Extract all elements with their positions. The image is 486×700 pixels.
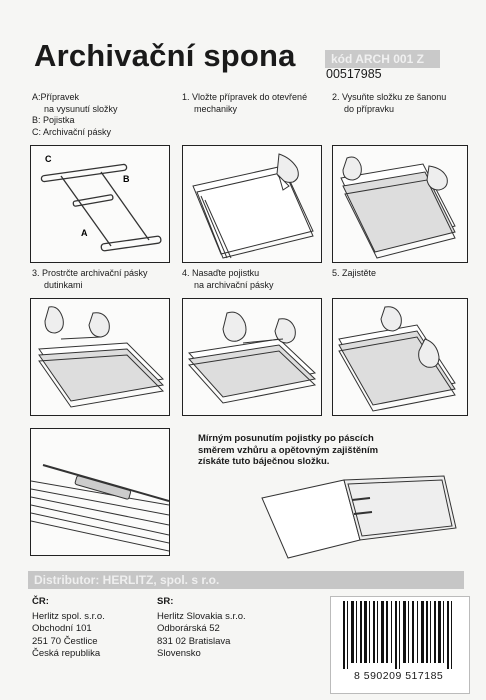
barcode-bars [331,601,467,671]
panel-step-5 [332,298,468,416]
address-cz-line-2: Obchodní 101 [32,623,92,634]
step-3-illustration [31,299,169,415]
step-5-line-1: 5. Zajistěte [332,268,377,278]
legend-c: C: Archivační pásky [32,126,112,137]
address-sk-line-3: 831 02 Bratislava [157,635,231,647]
step-4-line-1: 4. Nasaďte pojistku [182,268,260,278]
label-b: B [123,174,130,184]
result-note [198,433,418,468]
address-slovakia [157,596,246,661]
parts-legend [32,92,118,138]
panel-step-2 [332,145,468,263]
clip-parts-illustration [31,146,169,262]
step-1-caption [182,92,307,115]
note-line-2: směrem vzhůru a opětovným zajištěním [198,444,379,456]
legend-b: B: Pojistka [32,115,75,125]
address-sk-line-1: Herlitz Slovakia s.r.o. [157,610,246,622]
distributor-banner: Distributor: HERLITZ, spol. s r.o. [28,571,464,589]
step-3-line-1: 3. Prostrčte archivační pásky [32,268,148,278]
page-title: Archivační spona [34,38,296,73]
step-2-line-2: do přípravku [344,103,395,114]
address-cz-label: ČR: [32,596,49,607]
address-cz-line-1: Herlitz spol. s.r.o. [32,610,105,622]
step-5-caption [332,268,376,280]
address-czech [32,596,105,661]
address-sk-line-2: Odborárská 52 [157,623,220,634]
step-5-illustration [333,299,467,415]
address-cz-line-4: Česká republika [32,648,101,659]
legend-a: A:Přípravek [32,92,80,102]
product-code-badge: kód ARCH 001 Z [325,50,440,68]
label-c: C [45,154,52,164]
panel-step-4 [182,298,322,416]
note-line-3: získáte tuto báječnou složku. [198,456,330,467]
finished-folder-illustration [258,470,468,560]
label-a: A [81,228,88,238]
step-3-caption [32,268,148,291]
address-sk-label: SR: [157,596,174,607]
step-2-illustration [333,146,467,262]
note-line-1: Mírným posunutím pojistky po páscích [198,433,374,444]
step-2-caption [332,92,446,115]
product-number: 00517985 [326,67,382,81]
barcode-number: 8 590209 517185 [354,670,444,682]
closeup-illustration [31,429,169,555]
legend-a-detail: na vysunutí složky [44,103,118,114]
step-4-line-2: na archivační pásky [194,279,274,290]
step-1-line-2: mechaniky [194,103,238,114]
step-4-caption [182,268,274,291]
panel-step-1 [182,145,322,263]
step-1-illustration [183,146,321,262]
address-sk-line-4: Slovensko [157,648,201,659]
step-2-line-1: 2. Vysuňte složku ze šanonu [332,92,447,102]
panel-parts-diagram [30,145,170,263]
step-4-illustration [183,299,321,415]
panel-step-3 [30,298,170,416]
step-3-line-2: dutinkami [44,279,83,290]
step-1-line-1: 1. Vložte přípravek do otevřené [182,92,308,102]
address-cz-line-3: 251 70 Čestlice [32,635,98,647]
panel-closeup [30,428,170,556]
